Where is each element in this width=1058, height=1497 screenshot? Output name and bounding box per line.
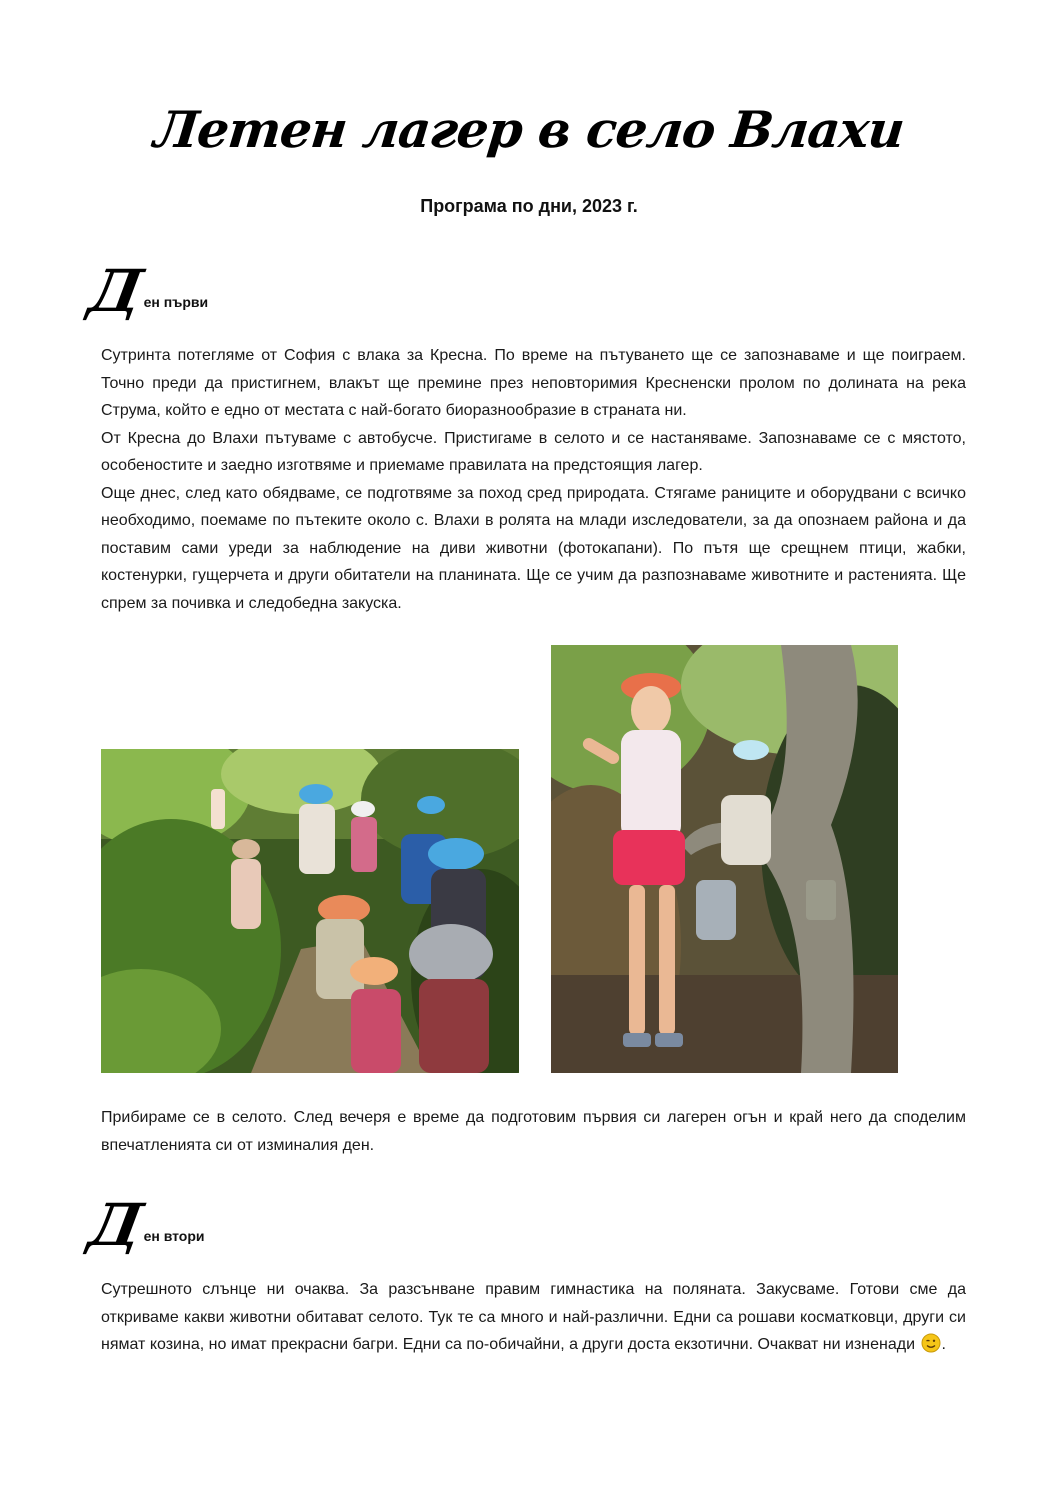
day1-paragraph-1: Сутринта потегляме от София с влака за Кресна. По време на пътуването ще се запознаваме и ще поиграем. Точно преди да пристигнем, влакът ще премине през неповторимия Кресненски пролом по долината на река Струма, който е едно от местата с най-богато биоразнообразие в страната ни. <box>101 347 966 419</box>
day2-paragraph <box>101 1276 966 1359</box>
day2-paragraph-end: . <box>941 1336 946 1353</box>
day2-drop-letter: Д <box>84 1191 148 1259</box>
day2-heading-text: ен втори <box>143 1228 205 1244</box>
day1-heading-text: ен първи <box>143 294 209 310</box>
winking-smiley-icon <box>921 1333 941 1353</box>
document-title: Летен лагер в село Влахи <box>151 100 907 159</box>
photo-children-group-on-trail <box>101 749 519 1073</box>
day2-text <box>101 1276 966 1359</box>
day2-heading <box>84 1191 205 1259</box>
day1-drop-letter: Д <box>84 257 148 325</box>
day2-paragraph-text: Сутрешното слънце ни очаква. За разсънване правим гимнастика на поляната. Закусваме. Готови сме да откриваме какви животни обитават селото. Тук те са много и най-различни. Едни са рошави косматковци, други си нямат козина, но имат прекрасни багри. Едни са по-обичайни, а други доста екзотични. Очакват ни изненади <box>101 1281 966 1353</box>
document-subtitle: Програма по дни, 2023 г. <box>420 196 638 216</box>
day1-after-photos: Прибираме се в селото. След вечеря е време да подготовим първия си лагерен огън и край него да споделим впечатленията си от изминалия ден. <box>101 1109 966 1154</box>
day1-paragraph-2: От Кресна до Влахи пътуваме с автобусче. Пристигаме в селото и се настаняваме. Запознаваме се с мястото, особеностите и заедно изготвяме и приемаме правилата на предстоящия лагер. <box>101 429 966 474</box>
day1-evening-text <box>101 1104 966 1159</box>
day1-heading <box>84 257 209 325</box>
day1-paragraph-3: Още днес, след като обядваме, се подготвяме за поход сред природата. Стягаме раниците и оборудвани с всичко необходимо, поемаме по пътеките около с. Влахи в ролята на млади изследователи, за да опознаем района и да поставим сами уреди за наблюдение на диви животни (фотокапани). По пътя ще срещнем птици, жабки, костенурки, гущерчета и други обитатели на планината. Ще се учим да разпознаваме животните и растенията. Ще спрем за почивка и следобедна закуска. <box>101 484 966 612</box>
photo-girl-setting-camera-trap <box>551 645 898 1073</box>
day1-text <box>101 342 966 617</box>
